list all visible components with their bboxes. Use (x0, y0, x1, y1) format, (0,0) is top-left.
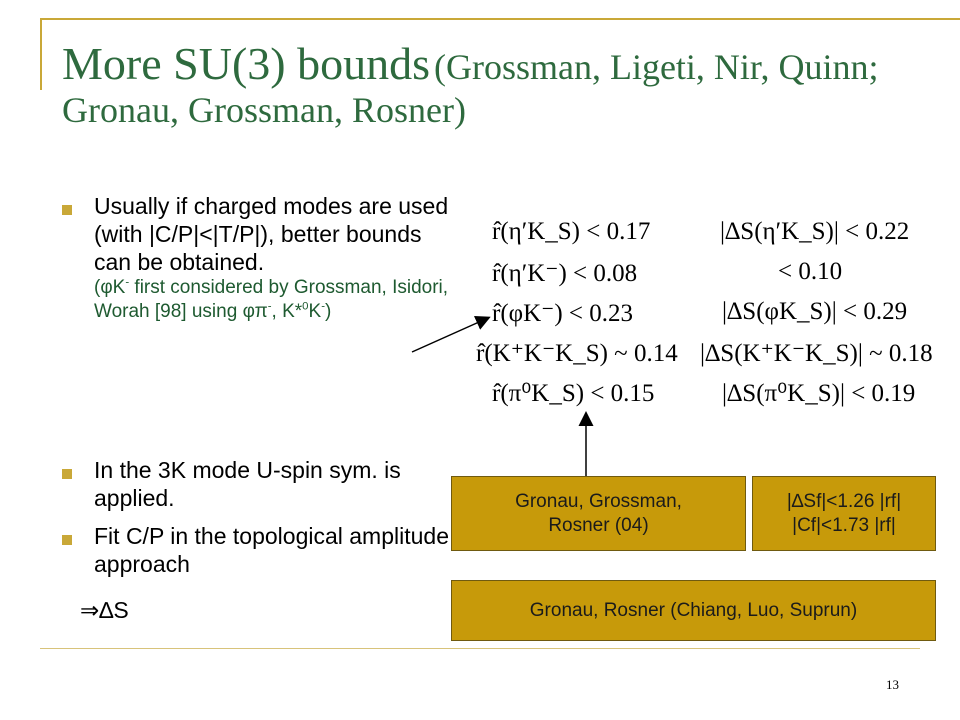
eq-ds-pi0-ks: |∆S(π⁰K_S)| < 0.19 (722, 380, 916, 407)
eq-r-phi-kminus: r̂(φK⁻) < 0.23 (492, 300, 634, 327)
box-gronau-rosner (451, 580, 936, 641)
box-line: Rosner (04) (548, 514, 649, 536)
box-bounds (752, 476, 936, 551)
box-line: Gronau, Rosner (Chiang, Luo, Suprun) (529, 599, 858, 621)
bullet-text: Usually if charged modes are used (with |C/P|<|T/P|), better bounds can be obtained. (94, 193, 449, 275)
arrow-to-phi-k (412, 318, 488, 352)
box-line-c: |Cf|<1.73 |rf| (792, 514, 896, 536)
box-line: Gronau, Grossman, (515, 490, 682, 512)
eq-ds-etaprime-ks: |∆S(η′K_S)| < 0.22 (720, 218, 910, 245)
eq-r-pi0-ks: r̂(π⁰K_S) < 0.15 (492, 380, 655, 407)
bottom-rule (40, 648, 920, 649)
bullet-text: Fit C/P in the topological amplitude approach (94, 523, 449, 577)
eq-r-etaprime-kminus: r̂(η′K⁻) < 0.08 (492, 260, 638, 287)
bullet-note: (φK- first considered by Grossman, Isidori, Worah [98] using φπ-, K*$^0$K-) (94, 276, 449, 322)
box-gronau-grossman-rosner (451, 476, 746, 551)
eq-ds-phi-ks: |∆S(φK_S)| < 0.29 (722, 298, 908, 325)
eq-r-kkk: r̂(K⁺K⁻K_S) ~ 0.14 (476, 340, 678, 367)
title-main: More SU(3) bounds (62, 38, 430, 89)
title-authors: (Grossman, Ligeti, Nir, Quinn; Gronau, Grossman, Rosner) (62, 47, 879, 130)
box-line-delta-s: |∆Sf|<1.26 |rf| (786, 490, 902, 512)
page-number: 13 (886, 677, 899, 692)
eq-ds-etaprime-kminus: < 0.10 (778, 258, 843, 285)
eq-ds-kkk: |∆S(K⁺K⁻K_S)| ~ 0.18 (700, 340, 933, 367)
eq-r-etaprime-ks: r̂(η′K_S) < 0.17 (492, 218, 651, 245)
bullet-text: In the 3K mode U-spin sym. is applied. (94, 457, 401, 511)
implies-delta-s: ⇒∆S (80, 597, 129, 623)
